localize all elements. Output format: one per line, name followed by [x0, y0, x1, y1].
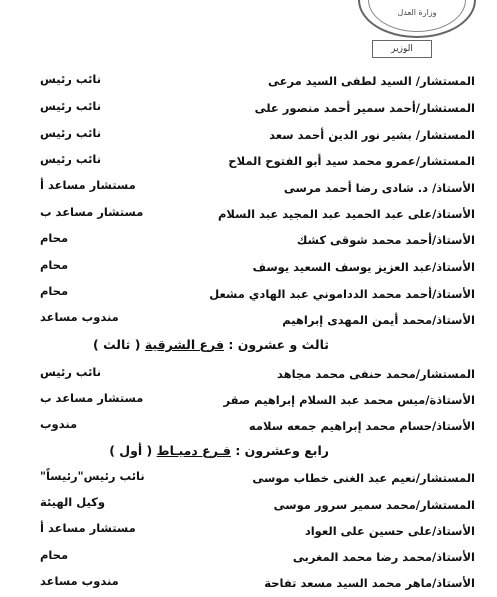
entry-role: مستشار مساعد أ [40, 178, 136, 192]
entry-role: نائب رئيس"رئيساً" [40, 469, 145, 483]
entry-role: مستشار مساعد ب [40, 205, 144, 219]
section-branch: فرع الشرقية [144, 337, 225, 352]
entry-role: نائب رئيس [40, 126, 102, 140]
entry-name: المستشار/محمد حنفى محمد مجاهد [277, 367, 475, 381]
entry-name: المستشار/ السيد لطفى السيد مرعى [267, 74, 475, 88]
ministry-seal [358, 0, 476, 38]
section-branch: فـرع دميـاط [156, 443, 231, 458]
entry-name: الأستاذ/حسام محمد إبراهيم جمعه سلامه [248, 419, 475, 433]
entry-role: محام [40, 231, 69, 245]
entry-role: وكيل الهيئة [40, 495, 106, 509]
entry-role: مستشار مساعد ب [40, 391, 144, 405]
seal-text: وزارة العدل [397, 8, 437, 17]
entry-role: مندوب [40, 417, 78, 431]
entry-role: مندوب مساعد [40, 574, 119, 588]
entry-role: محام [40, 284, 69, 298]
entry-role: نائب رئيس [40, 365, 102, 379]
section-prefix: ثالث و عشرون : [228, 337, 329, 352]
section-heading-sharqia [93, 334, 329, 356]
entry-name: المستشار/عمرو محمد سيد أبو الفتوح الملاح [228, 154, 475, 168]
entry-name: الأستاذ/على حسين على العواد [304, 524, 475, 538]
entry-role: نائب رئيس [40, 152, 102, 166]
section-suffix: ( ثالث ) [93, 337, 141, 352]
entry-role: نائب رئيس [40, 99, 102, 113]
entry-name: المستشار/محمد سمير سرور موسى [273, 498, 475, 512]
entry-name: المستشار/نعيم عبد الغنى خطاب موسى [252, 471, 475, 485]
entry-name: الأستاذ/أحمد محمد الدداموني عبد الهادي مشعل [209, 287, 475, 301]
entry-name: الأستاذ/على عبد الحميد عبد المجيد عبد السلام [217, 207, 475, 221]
section-prefix: رابع وعشرون : [235, 443, 329, 458]
entry-name: الأستاذ/عبد العزيز يوسف السعيد يوسف [252, 260, 475, 274]
entry-name: الأستاذ/محمد رضا محمد المغربى [292, 550, 475, 564]
entry-name: الأستاذة/ميس محمد عبد السلام إبراهيم صقر [223, 393, 475, 407]
entry-name: الأستاذ/ د. شادى رضا أحمد مرسى [283, 181, 475, 195]
entry-name: الأستاذ/ماهر محمد السيد مسعد تفاحة [264, 576, 475, 590]
entry-name: المستشار/ بشير نور الدين أحمد سعد [269, 128, 475, 142]
minister-stamp: الوزير [372, 40, 432, 58]
entry-role: محام [40, 258, 69, 272]
entry-name: المستشار/أحمد سمير أحمد منصور على [254, 101, 475, 115]
section-heading-damietta [109, 440, 329, 462]
entry-name: الأستاذ/أحمد محمد شوقى كشك [296, 233, 475, 247]
entry-name: الأستاذ/محمد أيمن المهدى إبراهيم [282, 313, 475, 327]
entry-role: نائب رئيس [40, 72, 102, 86]
section-suffix: ( أول ) [109, 443, 153, 458]
entry-role: مستشار مساعد أ [40, 521, 136, 535]
entry-role: مندوب مساعد [40, 310, 119, 324]
entry-role: محام [40, 548, 69, 562]
